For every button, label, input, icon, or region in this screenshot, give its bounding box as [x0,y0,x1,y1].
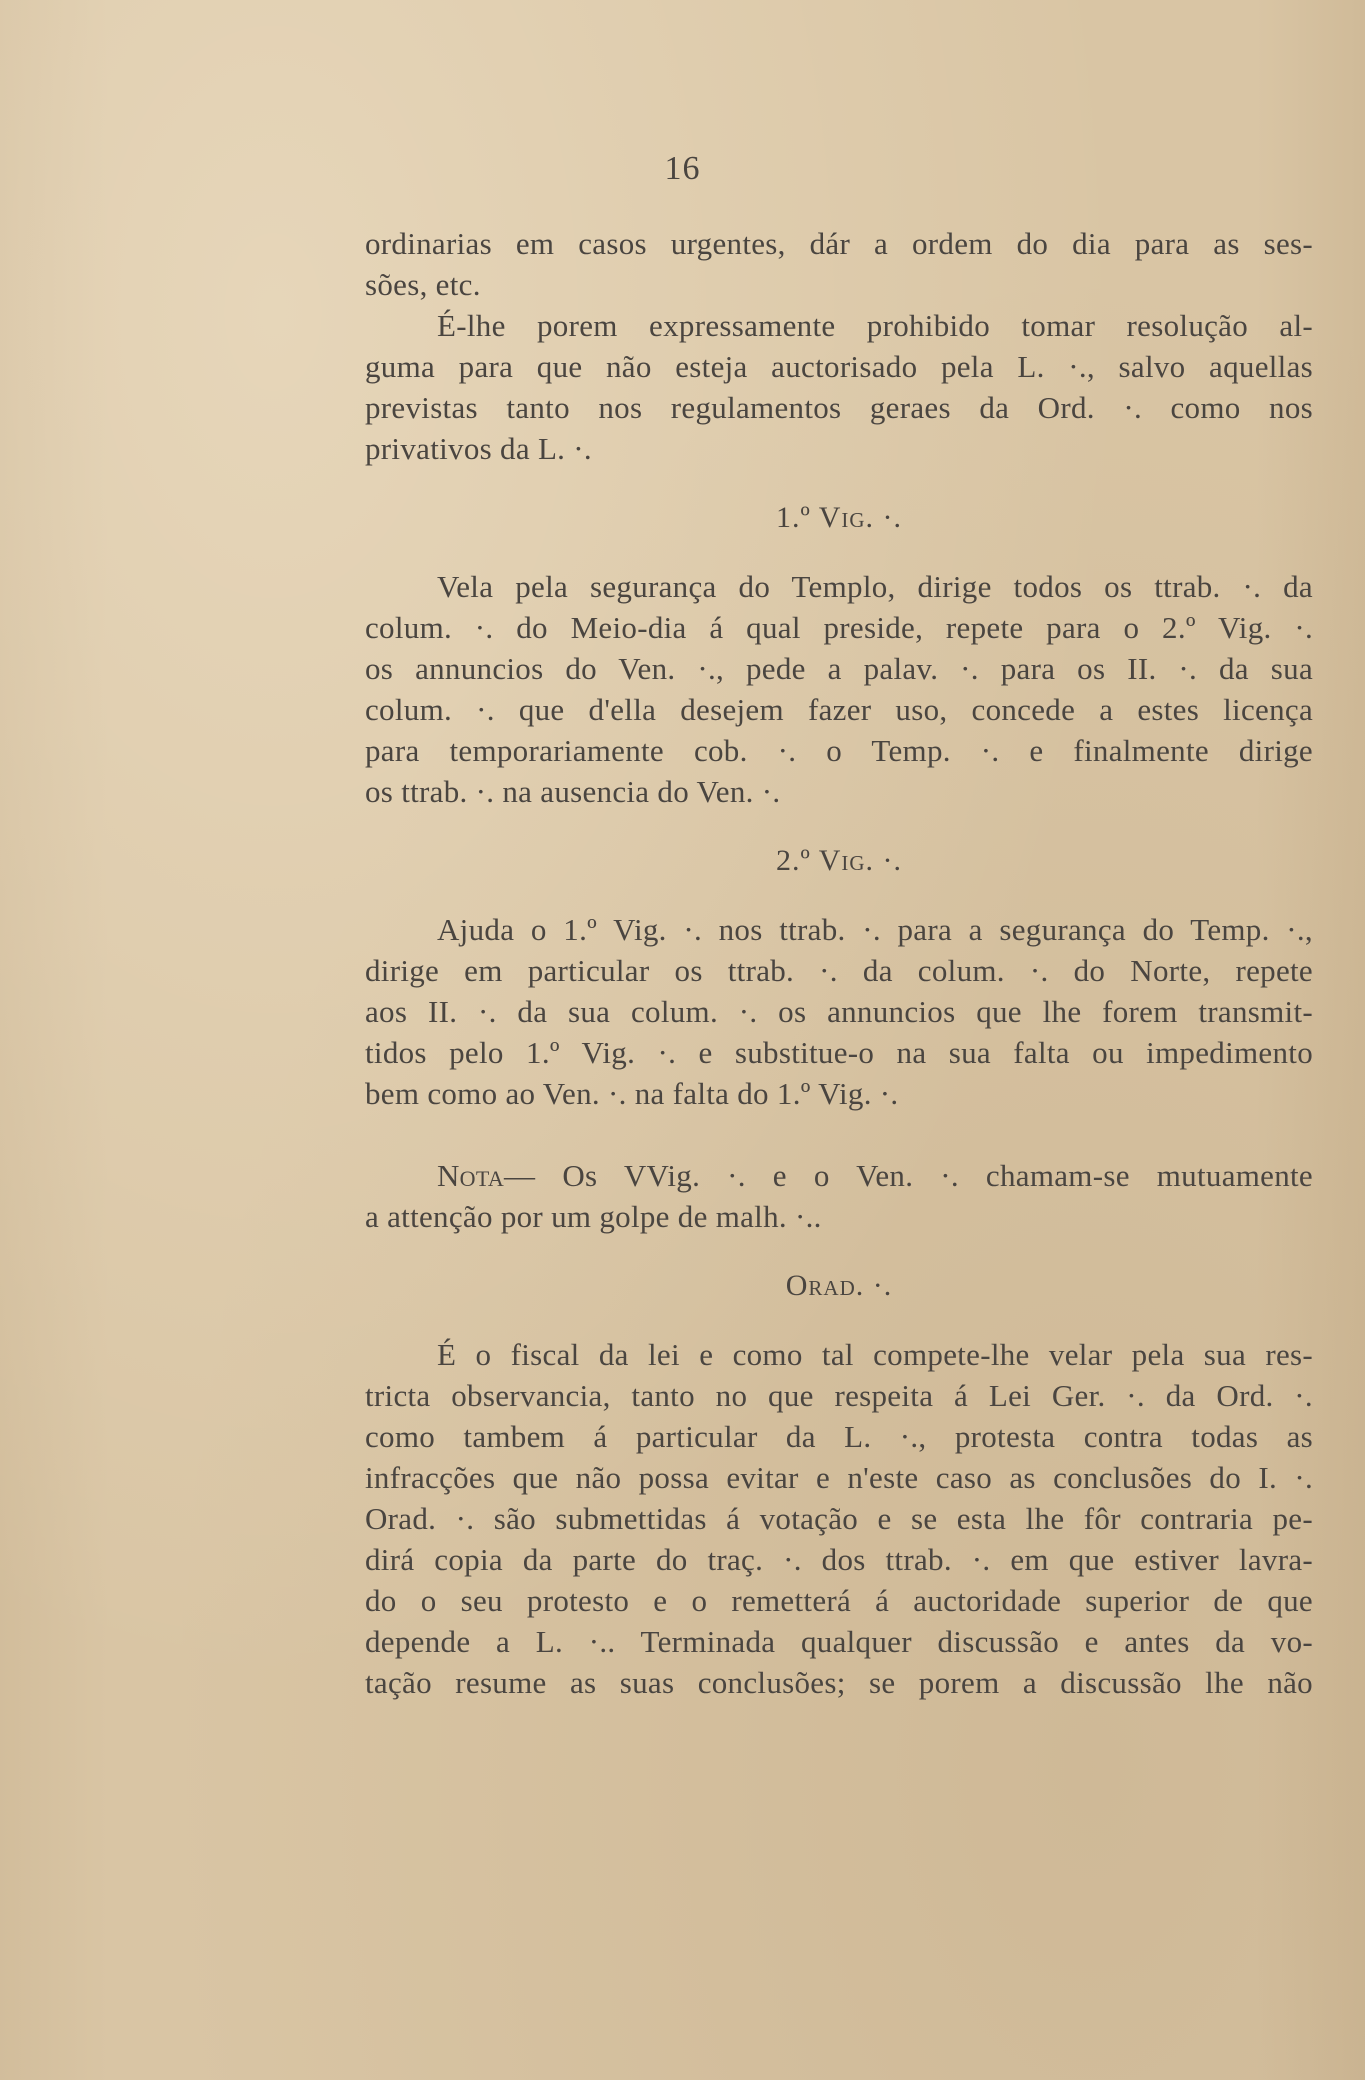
text-line: tação resume as suas conclusões; se porem a discussão lhe não [365,1665,1313,1700]
nota-label: Nota [437,1158,505,1193]
spacer [365,881,1313,909]
text-line: colum. ·. que d'ella desejem fazer uso, concede a estes licença [365,692,1313,727]
text-line: sões, etc. [365,267,481,302]
text-line: como tambem á particular da L. ·., protesta contra todas as [365,1419,1313,1454]
nota-line [365,1155,1313,1196]
section-heading: Orad. ·. [785,1269,893,1302]
spacer [365,1114,1313,1155]
page-number: 16 [664,150,701,187]
text-line: privativos da L. ·. [365,431,592,466]
nota-text: — Os VVig. ·. e o Ven. ·. chamam-se mutuamente [504,1158,1313,1193]
text-line: dirige em particular os ttrab. ·. da colum. ·. do Norte, repete [365,953,1313,988]
text-line: bem como ao Ven. ·. na falta do 1.º Vig. ·. [365,1076,899,1111]
text-line: ordinarias em casos urgentes, dár a ordem do dia para as ses- [365,226,1313,261]
text-line: os ttrab. ·. na ausencia do Ven. ·. [365,774,781,809]
text-line: os annuncios do Ven. ·., pede a palav. ·. para os II. ·. da sua [365,651,1313,686]
text-line: colum. ·. do Meio-dia á qual preside, repete para o 2.º Vig. ·. [365,610,1313,645]
section-heading: 1.º Vig. ·. [775,501,903,534]
text-line: É-lhe porem expressamente prohibido tomar resolução al- [437,308,1313,343]
text-line: dirá copia da parte do traç. ·. dos ttrab. ·. em que estiver lavra- [365,1542,1313,1577]
text-line: do o seu protesto e o remetterá á auctoridade superior de que [365,1583,1313,1618]
text-line: tidos pelo 1.º Vig. ·. e substitue-o na sua falta ou impedimento [365,1035,1313,1070]
text-line: guma para que não esteja auctorisado pela L. ·., salvo aquellas [365,349,1313,384]
spacer [365,812,1313,840]
text-line: depende a L. ·.. Terminada qualquer discussão e antes da vo- [365,1624,1313,1659]
spacer [365,1237,1313,1265]
text-line: É o fiscal da lei e como tal compete-lhe velar pela sua res- [437,1337,1313,1372]
section-heading: 2.º Vig. ·. [775,844,903,877]
body-text [365,223,1313,1703]
text-line: tricta observancia, tanto no que respeita á Lei Ger. ·. da Ord. ·. [365,1378,1313,1413]
text-line: a attenção por um golpe de malh. ·.. [365,1199,822,1234]
spacer [365,538,1313,566]
text-line: infracções que não possa evitar e n'este caso as conclusões do I. ·. [365,1460,1313,1495]
text-line: Vela pela segurança do Templo, dirige todos os ttrab. ·. da [437,569,1313,604]
spacer [365,469,1313,497]
text-line: para temporariamente cob. ·. o Temp. ·. e finalmente dirige [365,733,1313,768]
text-line: Ajuda o 1.º Vig. ·. nos ttrab. ·. para a segurança do Temp. ·., [437,912,1313,947]
text-line: Orad. ·. são submettidas á votação e se esta lhe fôr contraria pe- [365,1501,1313,1536]
text-line: aos II. ·. da sua colum. ·. os annuncios que lhe forem transmit- [365,994,1313,1029]
spacer [365,1306,1313,1334]
text-line: previstas tanto nos regulamentos geraes da Ord. ·. como nos [365,390,1313,425]
